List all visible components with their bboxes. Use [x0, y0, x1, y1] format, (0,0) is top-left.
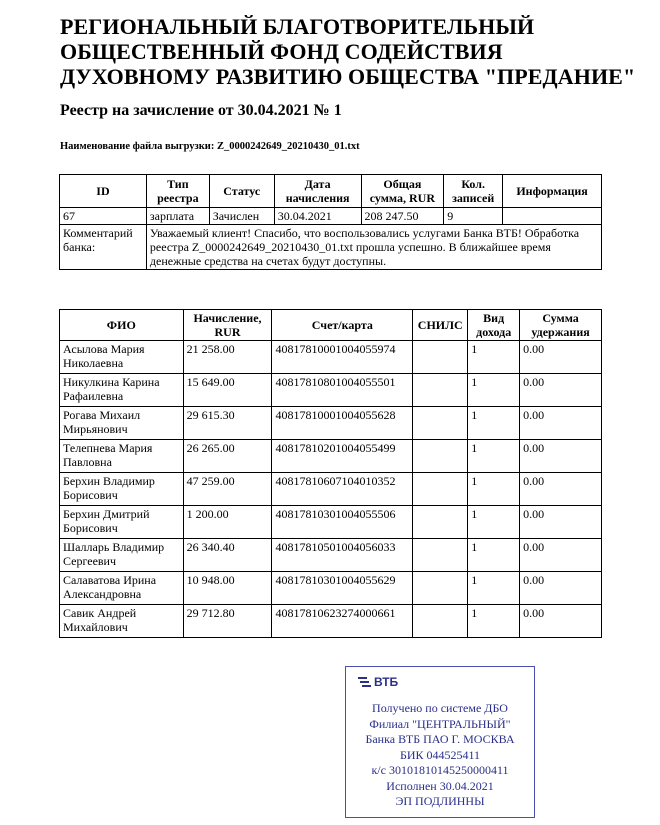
employee-name: Асылова Мария Николаевна	[60, 341, 184, 374]
header-fio: ФИО	[60, 310, 184, 341]
registry-sum: 208 247.50	[361, 208, 444, 225]
registry-title: Реестр на зачисление от 30.04.2021 № 1	[60, 102, 342, 119]
header-snils: СНИЛС	[413, 310, 468, 341]
account-number: 40817810501004056033	[272, 539, 413, 572]
accrual-amount: 15 649.00	[183, 374, 272, 407]
registry-count: 9	[444, 208, 503, 225]
accrual-amount: 26 265.00	[183, 440, 272, 473]
deduction-amount: 0.00	[520, 605, 602, 638]
registry-type: зарплата	[146, 208, 209, 225]
accrual-amount: 26 340.40	[183, 539, 272, 572]
stamp-line: Банка ВТБ ПАО Г. МОСКВА	[365, 732, 515, 746]
org-title-line: ОБЩЕСТВЕННЫЙ ФОНД СОДЕЙСТВИЯ	[60, 39, 503, 64]
employee-name: Рогава Михаил Мирьянович	[60, 407, 184, 440]
stamp-line: БИК 044525411	[399, 747, 481, 762]
income-type: 1	[468, 605, 520, 638]
accrual-amount: 29 712.80	[183, 605, 272, 638]
employee-name: Телепнева Мария Павловна	[60, 440, 184, 473]
deduction-amount: 0.00	[520, 572, 602, 605]
account-number: 40817810001004055974	[272, 341, 413, 374]
bank-stamp	[345, 666, 535, 818]
income-type: 1	[468, 539, 520, 572]
snils	[413, 407, 468, 440]
org-title-line: ДУХОВНОМУ РАЗВИТИЮ ОБЩЕСТВА "ПРЕДАНИЕ"	[60, 64, 636, 89]
account-number: 40817810301004055629	[272, 572, 413, 605]
registry-summary-table	[59, 174, 602, 270]
accrual-amount: 10 948.00	[183, 572, 272, 605]
snils	[413, 341, 468, 374]
table-row	[60, 341, 602, 374]
employee-name: Салаватова Ирина Александровна	[60, 572, 184, 605]
vtb-logo-icon	[358, 677, 371, 687]
table-row	[60, 506, 602, 539]
employee-name: Берхин Дмитрий Борисович	[60, 506, 184, 539]
stamp-line: ЭП ПОДЛИННЫ	[395, 794, 485, 808]
deduction-amount: 0.00	[520, 440, 602, 473]
payments-header-row	[60, 310, 602, 341]
account-number: 40817810607104010352	[272, 473, 413, 506]
registry-status: Зачислен	[209, 208, 274, 225]
income-type: 1	[468, 374, 520, 407]
header-type: Тип реестра	[146, 175, 209, 208]
export-file-name: Наименование файла выгрузки: Z_0000242649_20210430_01.txt	[60, 141, 360, 152]
account-number: 40817810623274000661	[272, 605, 413, 638]
header-income-type: Вид дохода	[468, 310, 520, 341]
employee-name: Савик Андрей Михайлович	[60, 605, 184, 638]
table-row	[60, 605, 602, 638]
table-row	[60, 539, 602, 572]
account-number: 40817810801004055501	[272, 374, 413, 407]
deduction-amount: 0.00	[520, 473, 602, 506]
registry-row	[60, 208, 602, 225]
registry-info	[503, 208, 602, 225]
org-title-line: РЕГИОНАЛЬНЫЙ БЛАГОТВОРИТЕЛЬНЫЙ	[60, 14, 535, 39]
table-row	[60, 440, 602, 473]
snils	[413, 539, 468, 572]
account-number: 40817810301004055506	[272, 506, 413, 539]
bank-comment-text: Уважаемый клиент! Спасибо, что воспользовались услугами Банка ВТБ! Обработка реестра Z_0000242649_20210430_01.txt прошла успешно. В ближайшее время денежные средства на счетах будут доступны.	[146, 225, 601, 270]
header-status: Статус	[209, 175, 274, 208]
deduction-amount: 0.00	[520, 539, 602, 572]
accrual-amount: 29 615.30	[183, 407, 272, 440]
table-row	[60, 572, 602, 605]
deduction-amount: 0.00	[520, 506, 602, 539]
income-type: 1	[468, 473, 520, 506]
income-type: 1	[468, 407, 520, 440]
registry-date: 30.04.2021	[274, 208, 361, 225]
payments-table	[59, 309, 602, 638]
snils	[413, 572, 468, 605]
vtb-logo	[358, 675, 398, 689]
income-type: 1	[468, 572, 520, 605]
header-sum: Общая сумма, RUR	[361, 175, 444, 208]
accrual-amount: 1 200.00	[183, 506, 272, 539]
income-type: 1	[468, 440, 520, 473]
income-type: 1	[468, 506, 520, 539]
snils	[413, 440, 468, 473]
snils	[413, 506, 468, 539]
accrual-amount: 21 258.00	[183, 341, 272, 374]
snils	[413, 374, 468, 407]
table-row	[60, 374, 602, 407]
vtb-logo-text: ВТБ	[374, 675, 399, 689]
header-info: Информация	[503, 175, 602, 208]
snils	[413, 473, 468, 506]
organization-title	[60, 14, 640, 89]
stamp-line: к/с 30101810145250000411	[371, 763, 509, 777]
registry-header-row	[60, 175, 602, 208]
bank-comment-label: Комментарий банка:	[60, 225, 147, 270]
employee-name: Никулкина Карина Рафаилевна	[60, 374, 184, 407]
stamp-line: Исполнен 30.04.2021	[386, 778, 494, 793]
header-account: Счет/карта	[272, 310, 413, 341]
snils	[413, 605, 468, 638]
header-id: ID	[60, 175, 147, 208]
bank-comment-row	[60, 225, 602, 270]
deduction-amount: 0.00	[520, 407, 602, 440]
deduction-amount: 0.00	[520, 374, 602, 407]
table-row	[60, 473, 602, 506]
employee-name: Берхин Владимир Борисович	[60, 473, 184, 506]
accrual-amount: 47 259.00	[183, 473, 272, 506]
stamp-line: Филиал "ЦЕНТРАЛЬНЫЙ"	[369, 716, 511, 731]
registry-id: 67	[60, 208, 147, 225]
header-amount: Начисление, RUR	[183, 310, 272, 341]
account-number: 40817810001004055628	[272, 407, 413, 440]
deduction-amount: 0.00	[520, 341, 602, 374]
header-count: Кол. записей	[444, 175, 503, 208]
income-type: 1	[468, 341, 520, 374]
account-number: 40817810201004055499	[272, 440, 413, 473]
table-row	[60, 407, 602, 440]
employee-name: Шалларь Владимир Сергеевич	[60, 539, 184, 572]
header-deduction: Сумма удержания	[520, 310, 602, 341]
stamp-line: Получено по системе ДБО	[372, 701, 508, 715]
stamp-text	[346, 701, 534, 810]
header-date: Дата начисления	[274, 175, 361, 208]
